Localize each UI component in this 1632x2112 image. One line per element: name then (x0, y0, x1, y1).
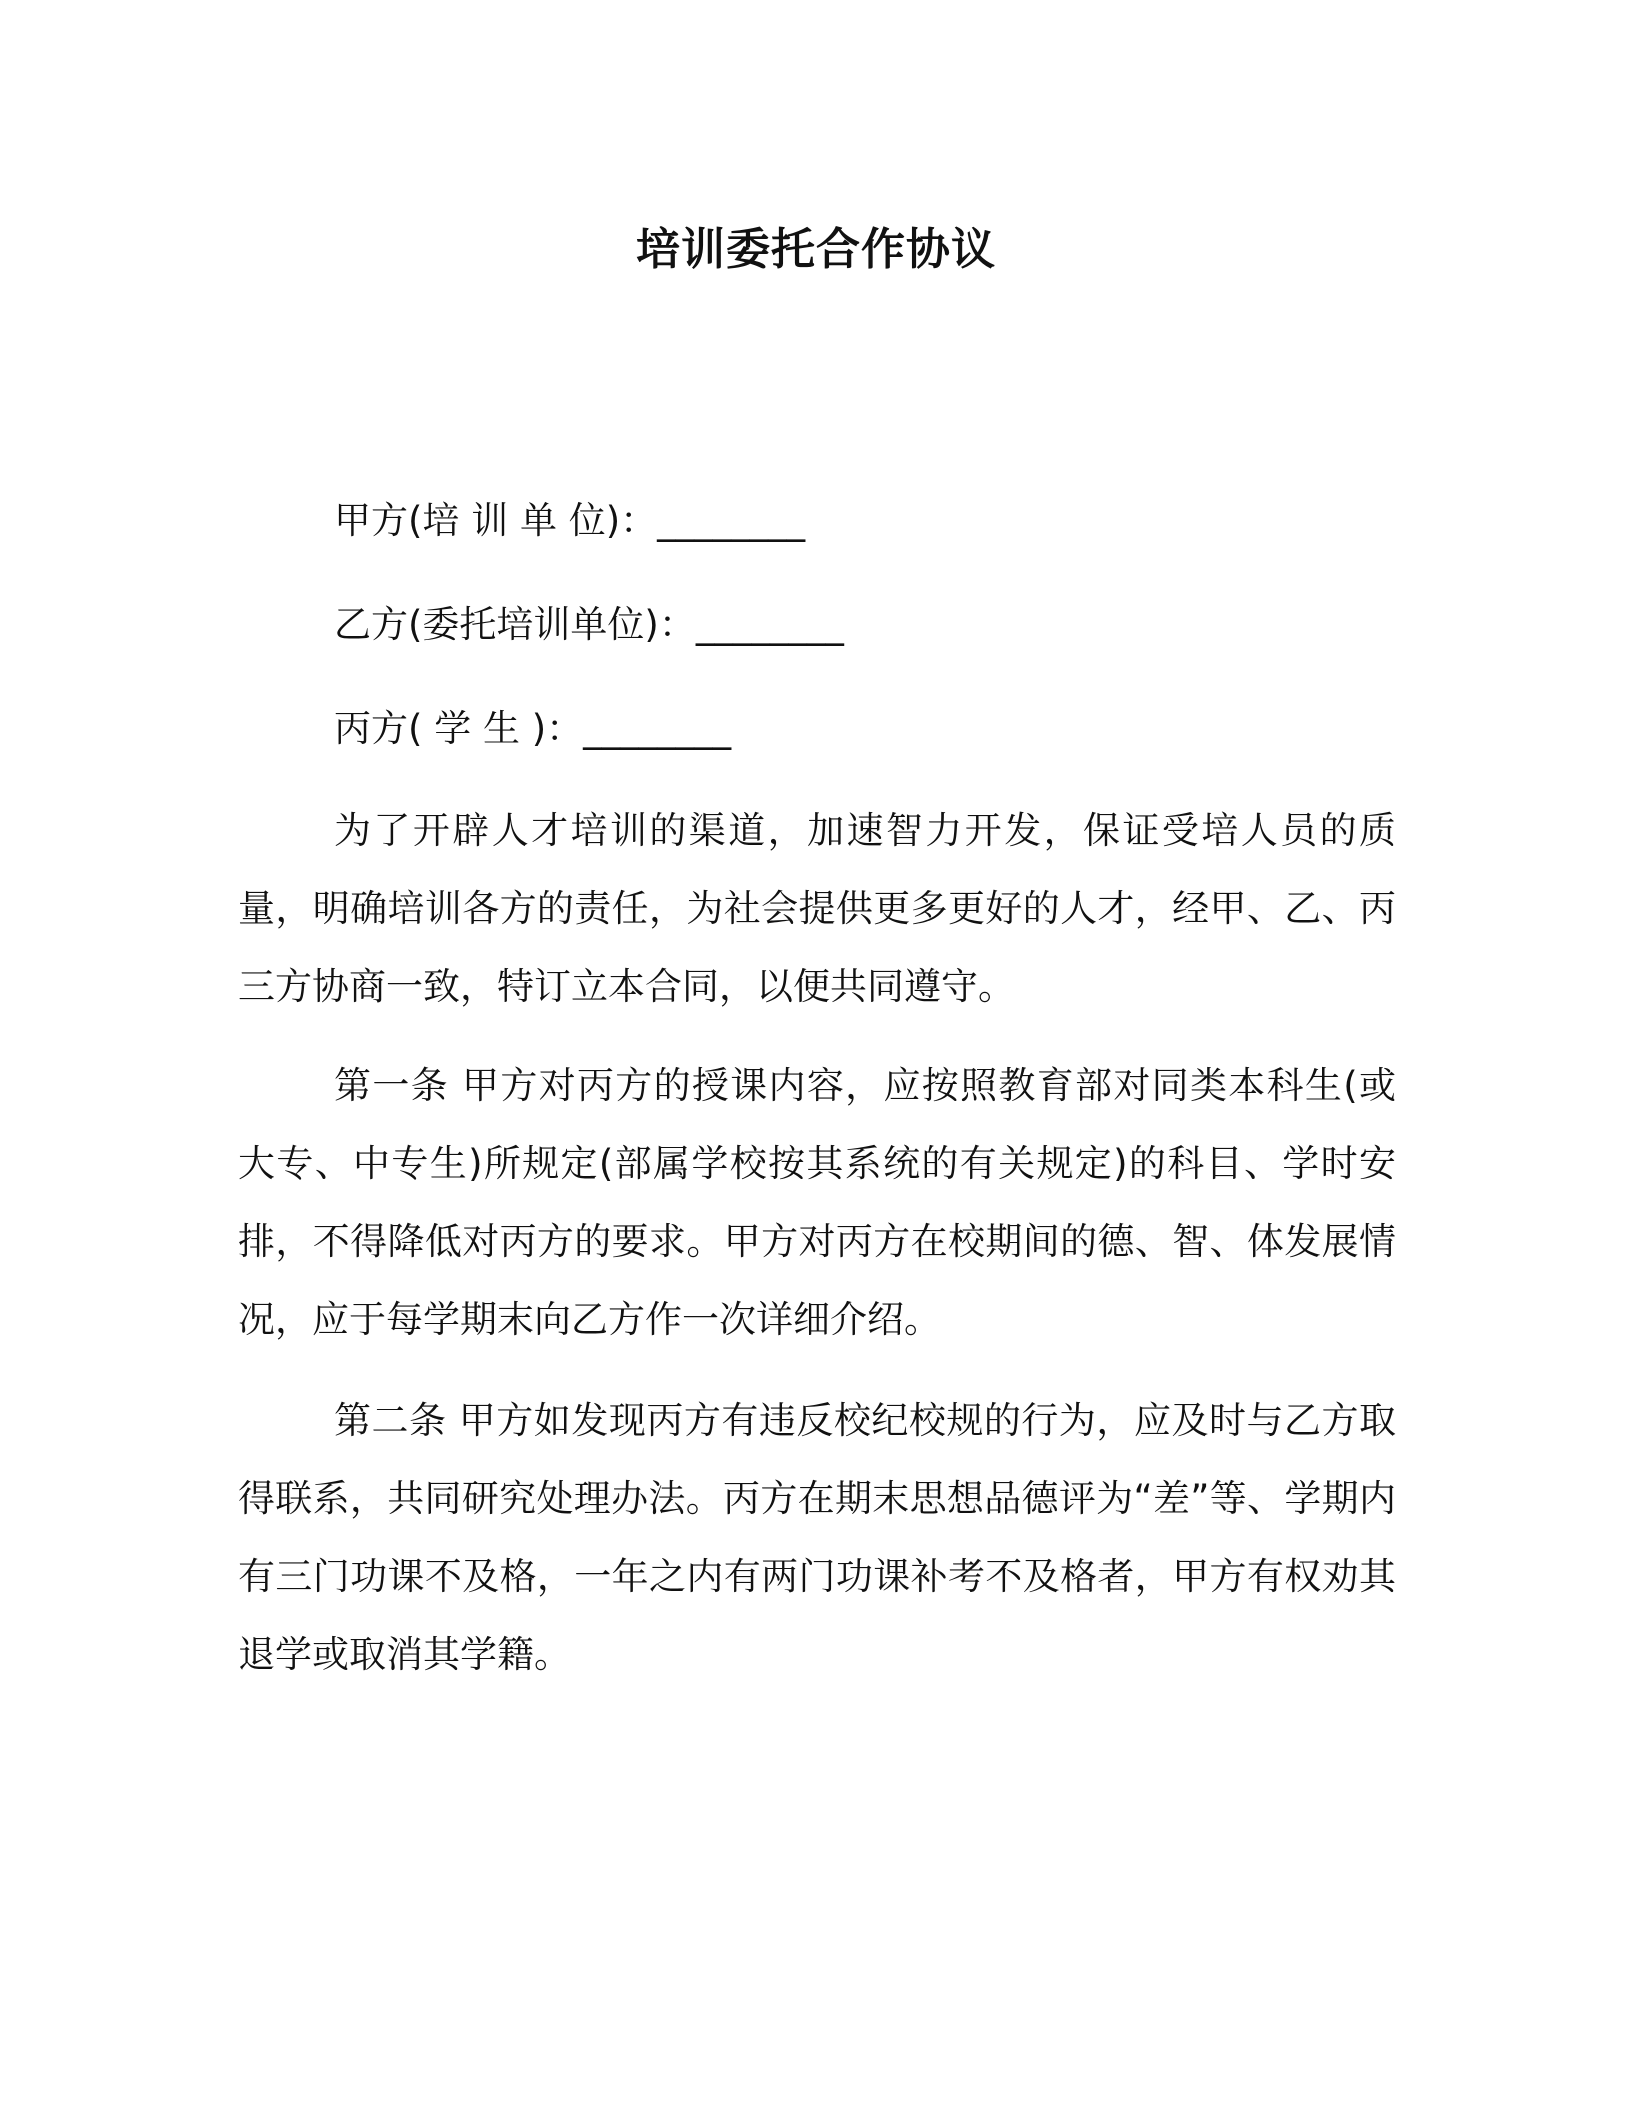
article-1-paragraph: 第一条 甲方对丙方的授课内容，应按照教育部对同类本科生(或大专、中专生)所规定(部属学校按其系统的有关规定)的科目、学时安排，不得降低对丙方的要求。甲方对丙方在校期间的德、智、体发展情况，应于每学期末向乙方作一次详细介绍。 (238, 1064, 1396, 1341)
party-c-line: 丙方( 学 生 )：________ (334, 707, 732, 750)
article-2-paragraph: 第二条 甲方如发现丙方有违反校纪校规的行为，应及时与乙方取得联系，共同研究处理办法。丙方在期末思想品德评为“差”等、学期内有三门功课不及格，一年之内有两门功课补考不及格者，甲方有权劝其退学或取消其学籍。 (238, 1399, 1396, 1676)
party-b-line: 乙方(委托培训单位)：________ (334, 603, 844, 646)
intro-paragraph: 为了开辟人才培训的渠道，加速智力开发，保证受培人员的质量，明确培训各方的责任，为社会提供更多更好的人才，经甲、乙、丙三方协商一致，特订立本合同，以便共同遵守。 (238, 809, 1396, 1008)
party-a-line: 甲方(培 训 单 位)：________ (334, 499, 806, 542)
document-title: 培训委托合作协议 (636, 224, 996, 275)
